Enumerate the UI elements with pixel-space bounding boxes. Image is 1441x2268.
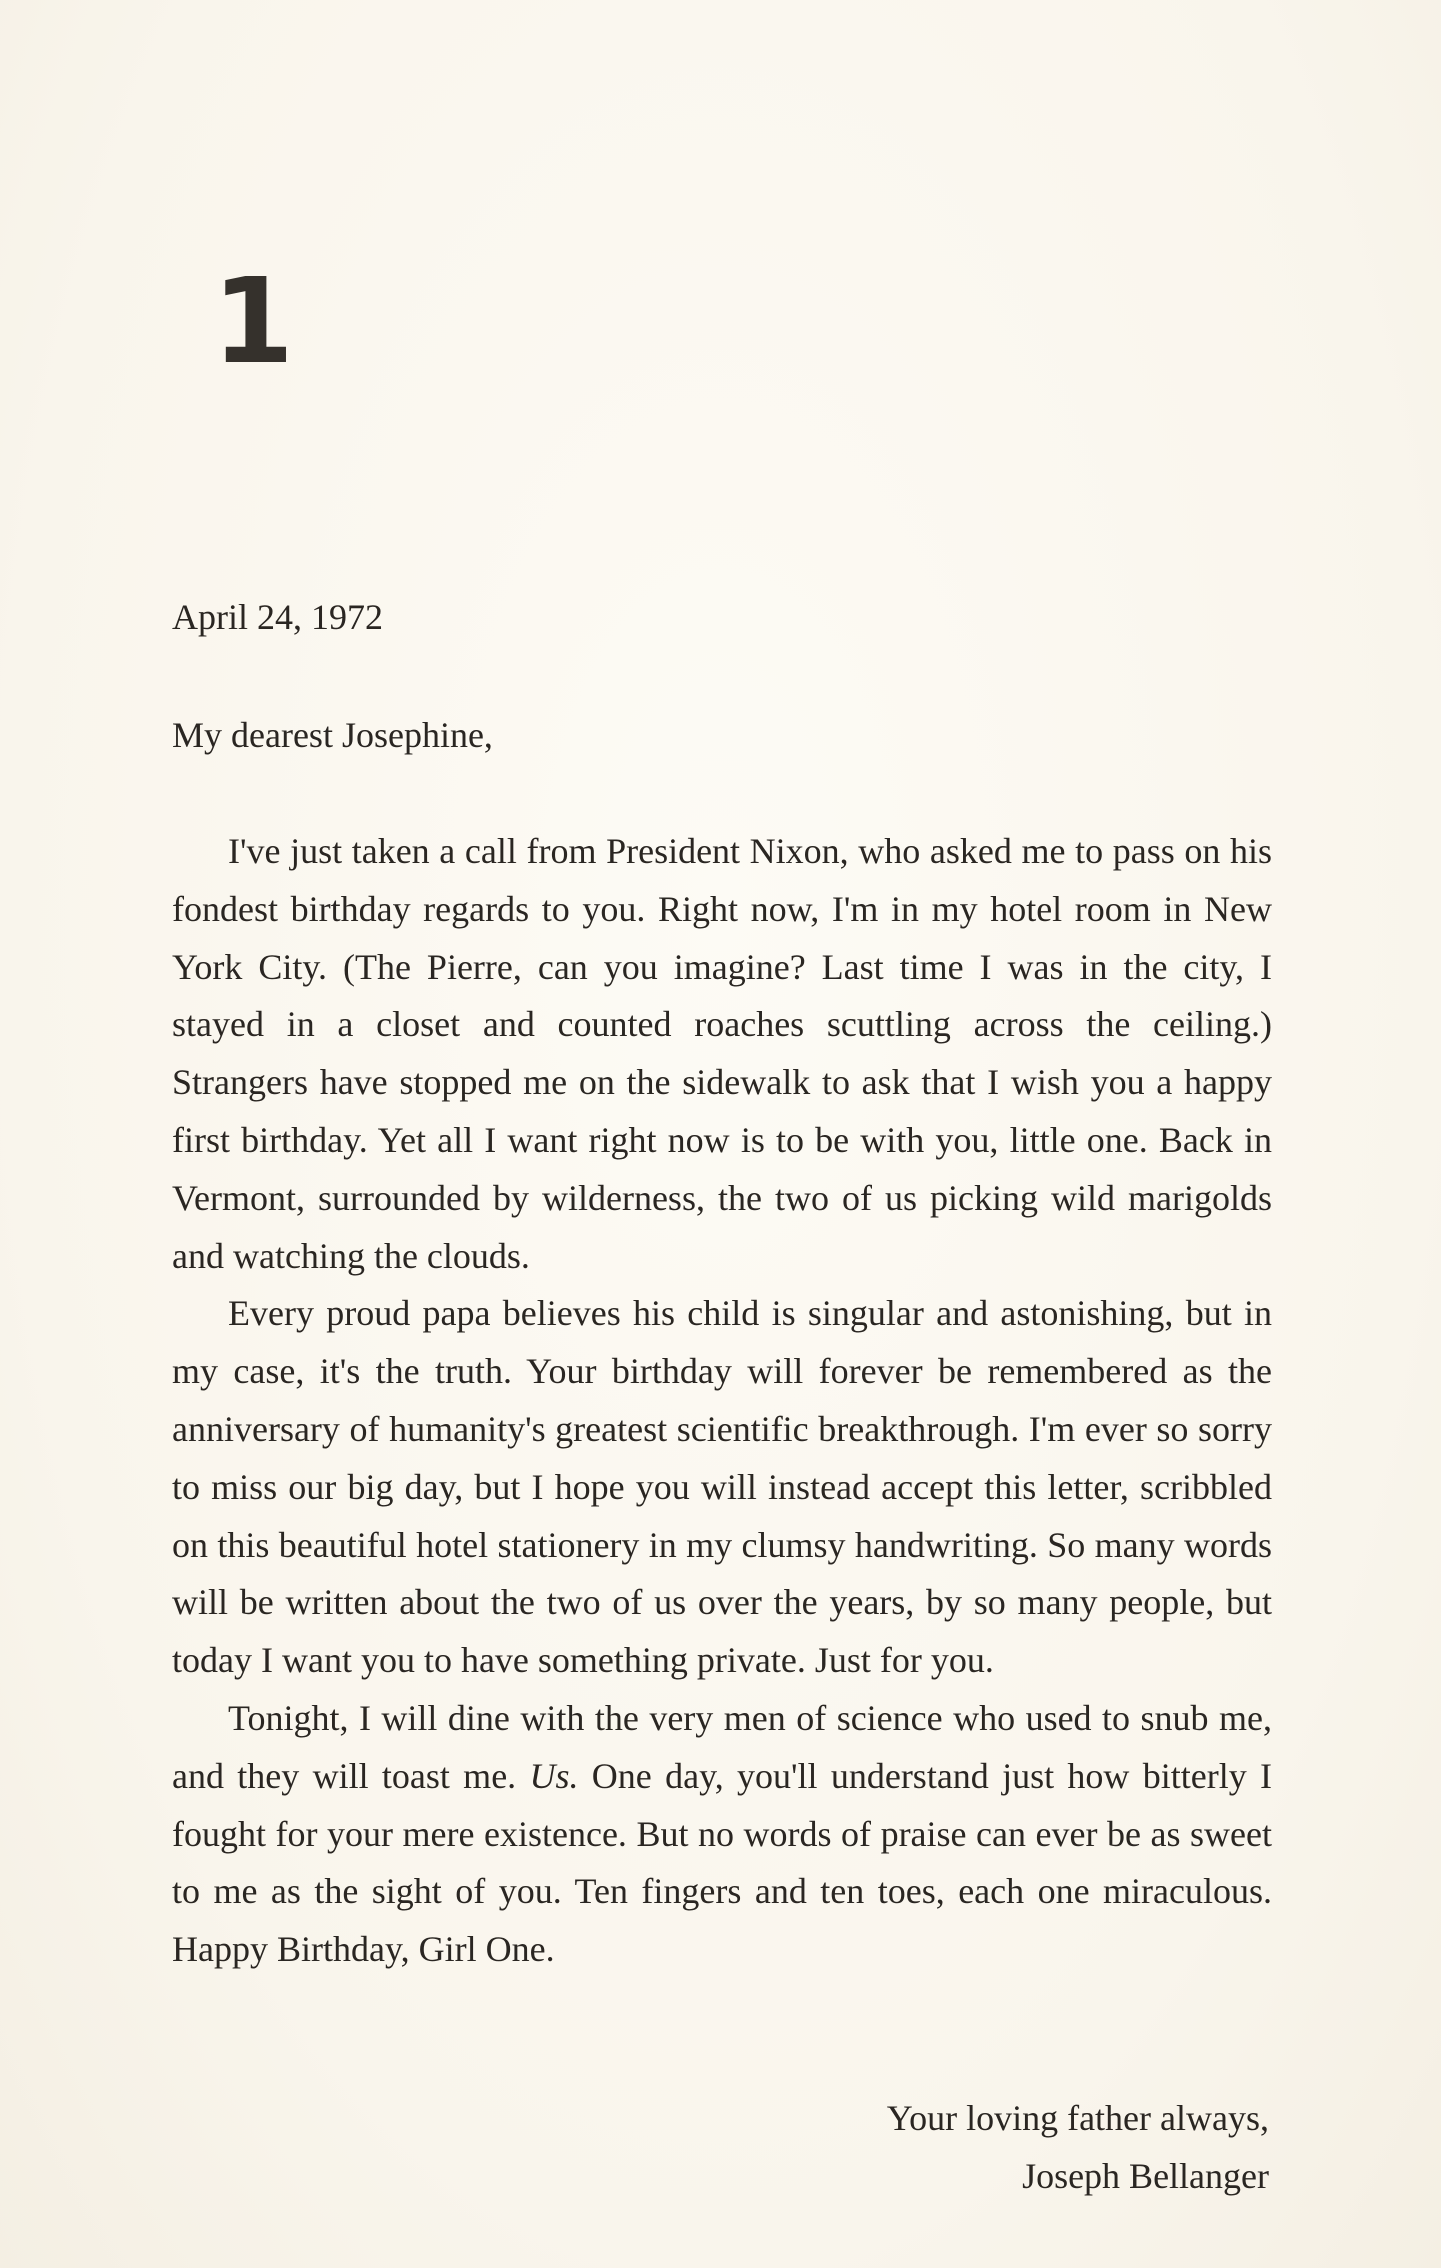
letter-closing-block [887, 2089, 1269, 2205]
paragraph-3 [172, 1690, 1272, 1979]
letter-signature: Joseph Bellanger [1022, 2156, 1269, 2196]
letter-date: April 24, 1972 [172, 597, 383, 637]
paragraph-1: I've just taken a call from President Nixon, who asked me to pass on his fondest birthday regards to you. Right now, I'm in my hotel room in New York City. (The Pierre, can you imagine? Last time I was in the city, I stayed in a closet and counted roaches scuttling across the ceiling.) Strangers have stopped me on the sidewalk to ask that I wish you a happy first birthday. Yet all I want right now is to be with you, little one. Back in Vermont, surrounded by wilderness, the two of us picking wild marigolds and watching the clouds. [172, 831, 1272, 1276]
letter-body [172, 823, 1272, 1979]
paragraph-2: Every proud papa believes his child is singular and astonishing, but in my case, it's the truth. Your birthday will forever be remembered as the anniversary of humanity's greatest scientific breakthrough. I'm ever so sorry to miss our big day, but I hope you will instead accept this letter, scribbled on this beautiful hotel stationery in my clumsy handwriting. So many words will be written about the two of us over the years, by so many people, but today I want you to have something private. Just for you. [172, 1293, 1272, 1681]
chapter-number: 1 [212, 252, 295, 390]
letter-salutation: My dearest Josephine, [172, 715, 493, 755]
letter-closing: Your loving father always, [886, 2098, 1269, 2138]
paragraph-3-after: One day, you'll understand just how bitterly I fought for your mere existence. But no words of praise can ever be as sweet to me as the sight of you. Ten fingers and ten toes, each one miraculous. Happy Birthday, Girl One. [172, 1755, 1273, 1970]
paragraph-3-before: Tonight, I will dine with the very men of science who used to snub me, and they will toast me. [172, 1697, 1272, 1796]
paragraph-3-emphasis: Us. [529, 1755, 579, 1796]
